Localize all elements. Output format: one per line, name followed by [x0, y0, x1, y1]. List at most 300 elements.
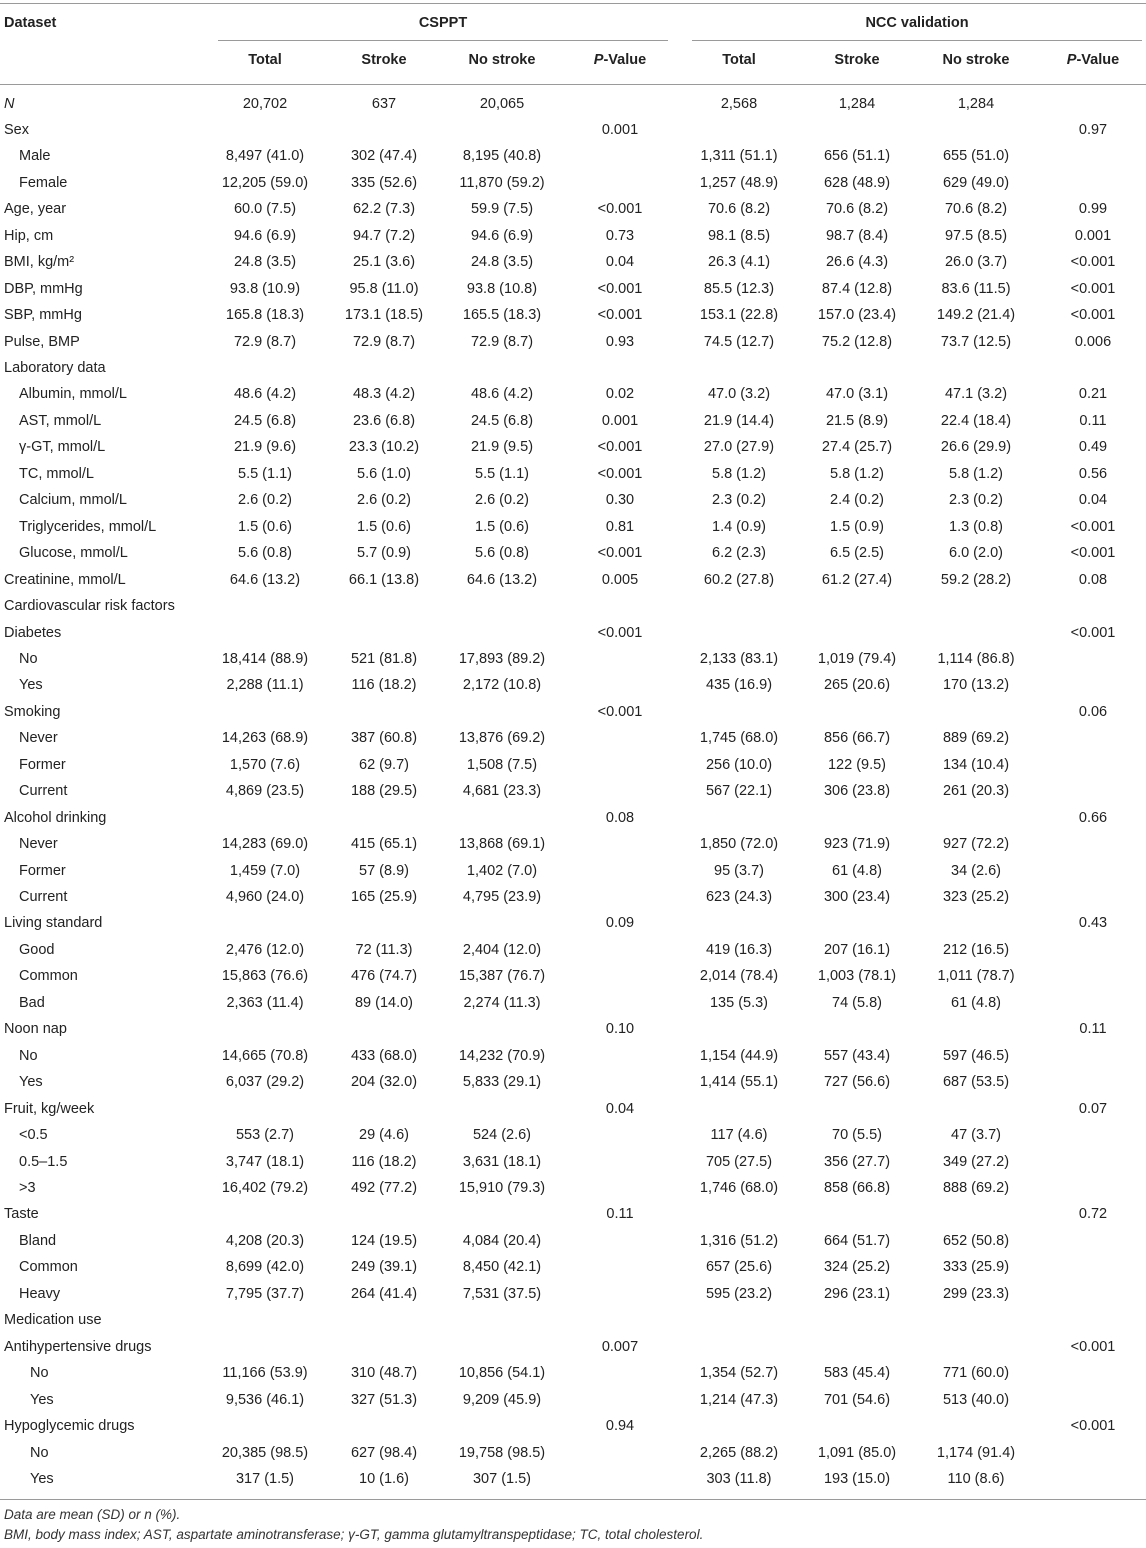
cell-csppt-stroke: 48.3 (4.2): [352, 386, 416, 403]
cell-ncc-p-value: <0.001: [1070, 1418, 1116, 1434]
cell-csppt-p-value: 0.04: [605, 254, 635, 271]
cell-ncc-total: 2,568: [720, 95, 758, 112]
cell-csppt-p-value: 0.02: [605, 386, 635, 403]
cell-csppt-stroke: 335 (52.6): [350, 174, 418, 191]
cell-ncc-stroke: 61.2 (27.4): [821, 571, 893, 588]
cell-csppt-no-stroke: 1,402 (7.0): [466, 862, 538, 879]
cell-ncc-no-stroke: 149.2 (21.4): [936, 307, 1016, 324]
cell-csppt-no-stroke: 8,450 (42.1): [462, 1259, 542, 1276]
cell-ncc-no-stroke: 73.7 (12.5): [940, 333, 1012, 350]
cell-csppt-stroke: 627 (98.4): [350, 1444, 418, 1461]
row-label: Common: [19, 968, 78, 985]
column-header-ncc-p-value: [1034, 50, 1146, 70]
cell-csppt-stroke: 1.5 (0.6): [357, 518, 411, 535]
cell-ncc-stroke: 356 (27.7): [823, 1153, 891, 1170]
cell-csppt-no-stroke: 11,870 (59.2): [459, 174, 545, 191]
cell-ncc-total: 1,316 (51.2): [699, 1232, 779, 1249]
cell-csppt-p-value: 0.001: [601, 412, 639, 429]
row-label: Albumin, mmol/L: [19, 386, 127, 403]
row-label: Antihypertensive drugs: [4, 1338, 152, 1355]
cell-csppt-no-stroke: 72.9 (8.7): [470, 333, 534, 350]
cell-csppt-total: 64.6 (13.2): [229, 571, 301, 588]
cell-csppt-stroke: 29 (4.6): [359, 1127, 409, 1143]
cell-csppt-no-stroke: 2,172 (10.8): [462, 677, 542, 694]
cell-ncc-p-value: <0.001: [1070, 518, 1116, 535]
row-label: Diabetes: [4, 624, 62, 641]
cell-ncc-stroke: 557 (43.4): [823, 1047, 891, 1064]
cell-csppt-total: 2,288 (11.1): [226, 677, 304, 694]
row-label: Bland: [19, 1232, 57, 1249]
cell-ncc-total: 567 (22.1): [705, 783, 773, 800]
p-letter: P: [1066, 52, 1077, 68]
cell-ncc-no-stroke: 1,174 (91.4): [936, 1444, 1016, 1461]
row-label: Good: [19, 941, 55, 958]
cell-ncc-no-stroke: 652 (50.8): [942, 1232, 1010, 1249]
cell-ncc-total: 70.6 (8.2): [707, 201, 771, 218]
row-label: Former: [19, 862, 66, 879]
column-header-csppt-stroke: Stroke: [361, 52, 407, 68]
cell-ncc-no-stroke: 59.2 (28.2): [940, 571, 1012, 588]
row-label: Current: [19, 783, 68, 800]
row-label: Glucose, mmol/L: [19, 545, 128, 562]
cell-ncc-total: 657 (25.6): [705, 1259, 773, 1276]
cell-csppt-total: 24.8 (3.5): [233, 254, 297, 271]
cell-csppt-stroke: 25.1 (3.6): [352, 254, 416, 271]
column-header-csppt-p-value: [561, 50, 679, 70]
cell-csppt-p-value: 0.005: [601, 571, 639, 588]
cell-csppt-no-stroke: 4,084 (20.4): [462, 1232, 542, 1249]
cell-csppt-stroke: 89 (14.0): [354, 994, 414, 1011]
cell-ncc-total: 2,265 (88.2): [699, 1444, 779, 1461]
cell-ncc-p-value: 0.21: [1078, 386, 1108, 403]
row-label: Yes: [19, 677, 43, 694]
cell-ncc-no-stroke: 22.4 (18.4): [940, 412, 1012, 429]
row-label: γ-GT, mmol/L: [19, 439, 106, 456]
cell-ncc-p-value: 0.49: [1078, 439, 1108, 456]
row-label: Living standard: [4, 915, 103, 932]
cell-ncc-no-stroke: 5.8 (1.2): [949, 465, 1003, 482]
row-label: Hypoglycemic drugs: [4, 1418, 135, 1434]
cell-csppt-total: 4,208 (20.3): [225, 1232, 305, 1249]
cell-csppt-total: 12,205 (59.0): [221, 174, 309, 191]
cell-ncc-no-stroke: 513 (40.0): [942, 1391, 1010, 1408]
cell-ncc-no-stroke: 83.6 (11.5): [941, 280, 1011, 297]
cell-csppt-total: 4,960 (24.0): [225, 889, 305, 905]
cell-ncc-no-stroke: 261 (20.3): [942, 783, 1010, 800]
cell-ncc-p-value: 0.006: [1074, 333, 1112, 350]
row-label: Bad: [19, 994, 45, 1011]
cell-ncc-total: 1,214 (47.3): [699, 1391, 779, 1408]
group-rule-csppt: [218, 40, 668, 41]
cell-csppt-no-stroke: 2,274 (11.3): [463, 994, 541, 1011]
cell-ncc-total: 21.9 (14.4): [703, 412, 775, 429]
cell-csppt-total: 2.6 (0.2): [238, 492, 292, 509]
cell-csppt-stroke: 5.6 (1.0): [357, 465, 411, 482]
cell-ncc-p-value: 0.11: [1079, 1021, 1107, 1038]
cell-csppt-no-stroke: 24.5 (6.8): [470, 412, 534, 429]
cell-csppt-total: 5.6 (0.8): [238, 545, 292, 562]
cell-csppt-no-stroke: 2,404 (12.0): [462, 941, 542, 958]
cell-ncc-total: 1,154 (44.9): [699, 1047, 779, 1064]
cell-ncc-stroke: 1.5 (0.9): [830, 518, 884, 535]
cell-ncc-total: 303 (11.8): [706, 1470, 772, 1487]
cell-ncc-no-stroke: 1,114 (86.8): [937, 650, 1015, 667]
row-label: Laboratory data: [4, 360, 106, 376]
cell-csppt-no-stroke: 64.6 (13.2): [466, 571, 538, 588]
cell-csppt-no-stroke: 13,876 (69.2): [458, 730, 546, 747]
cell-csppt-stroke: 72.9 (8.7): [352, 333, 416, 350]
cell-ncc-total: 60.2 (27.8): [703, 571, 775, 588]
cell-ncc-no-stroke: 629 (49.0): [942, 174, 1010, 191]
cell-csppt-total: 72.9 (8.7): [233, 333, 297, 350]
cell-csppt-total: 14,283 (69.0): [221, 836, 309, 853]
cell-ncc-p-value: 0.97: [1078, 122, 1108, 138]
cell-ncc-stroke: 306 (23.8): [823, 783, 891, 800]
cell-ncc-no-stroke: 1,011 (78.7): [937, 968, 1015, 985]
cell-ncc-p-value: 0.72: [1078, 1206, 1108, 1223]
cell-csppt-total: 94.6 (6.9): [233, 227, 297, 244]
cell-csppt-stroke: 124 (19.5): [350, 1232, 418, 1249]
cell-csppt-p-value: <0.001: [597, 201, 643, 218]
cell-ncc-stroke: 122 (9.5): [827, 756, 887, 773]
cell-csppt-stroke: 165 (25.9): [350, 889, 418, 905]
column-header-ncc-stroke: Stroke: [834, 52, 880, 68]
cell-csppt-stroke: 476 (74.7): [350, 968, 418, 985]
row-label: Current: [19, 889, 68, 905]
cell-csppt-total: 5.5 (1.1): [238, 465, 292, 482]
cell-ncc-total: 98.1 (8.5): [707, 227, 771, 244]
cell-ncc-no-stroke: 889 (69.2): [942, 730, 1010, 747]
cell-ncc-stroke: 324 (25.2): [823, 1259, 891, 1276]
cell-csppt-no-stroke: 1.5 (0.6): [475, 518, 529, 535]
cell-ncc-stroke: 1,091 (85.0): [817, 1444, 897, 1461]
row-label: No: [19, 650, 38, 667]
cell-csppt-p-value: <0.001: [597, 703, 643, 720]
cell-csppt-p-value: 0.007: [601, 1338, 639, 1355]
cell-ncc-p-value: <0.001: [1070, 1338, 1116, 1355]
cell-ncc-total: 47.0 (3.2): [707, 386, 771, 403]
cell-csppt-total: 7,795 (37.7): [225, 1285, 305, 1302]
cell-ncc-no-stroke: 771 (60.0): [942, 1365, 1010, 1382]
cell-ncc-total: 705 (27.5): [705, 1153, 773, 1170]
cell-ncc-p-value: 0.07: [1078, 1100, 1108, 1117]
cell-csppt-total: 9,536 (46.1): [225, 1391, 305, 1408]
group-header-csppt: CSPPT: [418, 15, 468, 31]
cell-csppt-no-stroke: 5.5 (1.1): [475, 465, 529, 482]
cell-ncc-p-value: 0.08: [1078, 571, 1108, 588]
cell-ncc-total: 1,354 (52.7): [699, 1365, 779, 1382]
cell-csppt-stroke: 2.6 (0.2): [357, 492, 411, 509]
cell-csppt-p-value: <0.001: [597, 624, 643, 641]
cell-csppt-no-stroke: 13,868 (69.1): [458, 836, 546, 853]
cell-csppt-stroke: 62.2 (7.3): [352, 201, 416, 218]
cell-ncc-p-value: 0.04: [1078, 492, 1108, 509]
cell-csppt-stroke: 327 (51.3): [350, 1391, 418, 1408]
cell-csppt-total: 553 (2.7): [235, 1127, 295, 1143]
cell-csppt-stroke: 204 (32.0): [350, 1074, 418, 1091]
cell-ncc-stroke: 87.4 (12.8): [821, 280, 893, 297]
cell-ncc-no-stroke: 47.1 (3.2): [944, 386, 1008, 403]
cell-ncc-no-stroke: 26.0 (3.7): [944, 254, 1008, 271]
cell-ncc-total: 85.5 (12.3): [703, 280, 775, 297]
cell-ncc-stroke: 98.7 (8.4): [825, 227, 889, 244]
column-header-ncc-no-stroke: No stroke: [942, 52, 1010, 68]
row-label: Calcium, mmol/L: [19, 492, 127, 509]
row-label: Female: [19, 174, 68, 191]
p-suffix: -Value: [1076, 52, 1120, 68]
cell-csppt-total: 8,497 (41.0): [225, 148, 305, 165]
group-header-ncc-validation: NCC validation: [865, 15, 969, 31]
cell-csppt-no-stroke: 15,910 (79.3): [458, 1180, 546, 1196]
row-label: Never: [19, 836, 58, 853]
cell-ncc-no-stroke: 212 (16.5): [942, 941, 1010, 958]
cell-ncc-p-value: <0.001: [1070, 545, 1116, 562]
cell-ncc-stroke: 21.5 (8.9): [825, 412, 889, 429]
cell-ncc-no-stroke: 323 (25.2): [942, 889, 1010, 905]
cell-csppt-total: 11,166 (53.9): [222, 1365, 308, 1382]
cell-csppt-stroke: 23.6 (6.8): [352, 412, 416, 429]
group-rule-ncc: [692, 40, 1142, 41]
cell-csppt-stroke: 72 (11.3): [355, 941, 413, 958]
cell-csppt-p-value: 0.94: [605, 1418, 635, 1434]
cell-csppt-no-stroke: 165.5 (18.3): [462, 307, 542, 324]
p-suffix: -Value: [603, 52, 647, 68]
footnote-2: BMI, body mass index; AST, aspartate aminotransferase; γ-GT, gamma glutamyltranspeptidase; TC, total cholesterol.: [4, 1527, 704, 1542]
column-header-csppt-no-stroke: No stroke: [468, 52, 536, 68]
row-label: Heavy: [19, 1285, 61, 1302]
cell-csppt-total: 2,363 (11.4): [226, 994, 304, 1011]
cell-ncc-no-stroke: 2.3 (0.2): [949, 492, 1003, 509]
cell-ncc-p-value: <0.001: [1070, 280, 1116, 297]
cell-csppt-p-value: 0.30: [605, 492, 635, 509]
top-rule: [0, 3, 1146, 4]
cell-csppt-total: 8,699 (42.0): [225, 1259, 305, 1276]
cell-ncc-stroke: 265 (20.6): [823, 677, 891, 694]
cell-csppt-total: 2,476 (12.0): [225, 941, 305, 958]
cell-ncc-no-stroke: 134 (10.4): [942, 756, 1010, 773]
row-label: Medication use: [4, 1312, 102, 1329]
cell-csppt-stroke: 10 (1.6): [359, 1470, 409, 1487]
cell-csppt-p-value: <0.001: [597, 439, 643, 456]
cell-csppt-total: 15,863 (76.6): [221, 968, 309, 985]
cell-csppt-no-stroke: 9,209 (45.9): [462, 1391, 542, 1408]
cell-csppt-p-value: 0.81: [605, 518, 635, 535]
cell-ncc-stroke: 5.8 (1.2): [830, 465, 884, 482]
cell-ncc-total: 135 (5.3): [709, 994, 769, 1011]
cell-csppt-total: 1,570 (7.6): [229, 756, 301, 773]
cell-ncc-no-stroke: 597 (46.5): [942, 1047, 1010, 1064]
cell-ncc-no-stroke: 47 (3.7): [951, 1127, 1001, 1143]
cell-csppt-no-stroke: 17,893 (89.2): [458, 650, 546, 667]
cell-ncc-total: 2.3 (0.2): [712, 492, 766, 509]
row-label: Fruit, kg/week: [4, 1100, 95, 1117]
cell-ncc-stroke: 923 (71.9): [823, 836, 891, 853]
cell-csppt-stroke: 173.1 (18.5): [344, 307, 424, 324]
cell-csppt-stroke: 415 (65.1): [350, 836, 418, 853]
cell-ncc-total: 2,014 (78.4): [699, 968, 779, 985]
row-label: TC, mmol/L: [19, 465, 94, 482]
cell-csppt-no-stroke: 524 (2.6): [472, 1127, 532, 1143]
row-label: Common: [19, 1259, 78, 1276]
cell-ncc-no-stroke: 110 (8.6): [947, 1470, 1005, 1487]
cell-ncc-stroke: 701 (54.6): [823, 1391, 891, 1408]
cell-csppt-p-value: <0.001: [597, 545, 643, 562]
cell-ncc-no-stroke: 1,284: [957, 95, 995, 112]
cell-ncc-p-value: <0.001: [1070, 624, 1116, 641]
row-label: SBP, mmHg: [4, 307, 82, 324]
cell-ncc-p-value: 0.06: [1078, 703, 1108, 720]
cell-ncc-p-value: 0.66: [1078, 809, 1108, 826]
cell-csppt-total: 16,402 (79.2): [221, 1180, 309, 1196]
cell-ncc-stroke: 61 (4.8): [832, 862, 882, 879]
cell-csppt-p-value: 0.73: [605, 227, 635, 244]
cell-ncc-total: 1,257 (48.9): [699, 174, 779, 191]
cell-csppt-total: 48.6 (4.2): [233, 386, 297, 403]
cell-csppt-p-value: 0.10: [605, 1021, 635, 1038]
cell-csppt-p-value: <0.001: [597, 465, 643, 482]
cell-csppt-stroke: 188 (29.5): [350, 783, 418, 800]
cell-ncc-total: 1,745 (68.0): [699, 730, 779, 747]
cell-csppt-p-value: 0.11: [606, 1206, 634, 1223]
row-label: Triglycerides, mmol/L: [19, 518, 157, 535]
cell-csppt-no-stroke: 7,531 (37.5): [462, 1285, 542, 1302]
cell-csppt-total: 14,263 (68.9): [221, 730, 309, 747]
cell-csppt-total: 165.8 (18.3): [225, 307, 305, 324]
cell-csppt-p-value: 0.08: [605, 809, 635, 826]
cell-ncc-stroke: 296 (23.1): [823, 1285, 891, 1302]
row-label: Age, year: [4, 201, 67, 218]
cell-csppt-no-stroke: 14,232 (70.9): [458, 1047, 546, 1064]
row-label: Sex: [4, 122, 29, 138]
cell-ncc-total: 419 (16.3): [705, 941, 773, 958]
row-label: Creatinine, mmol/L: [4, 571, 126, 588]
row-label: Male: [19, 148, 51, 165]
cell-csppt-stroke: 521 (81.8): [350, 650, 418, 667]
cell-csppt-no-stroke: 48.6 (4.2): [470, 386, 534, 403]
cell-ncc-total: 1,746 (68.0): [699, 1180, 779, 1196]
cell-ncc-total: 5.8 (1.2): [712, 465, 766, 482]
cell-ncc-no-stroke: 1.3 (0.8): [949, 518, 1003, 535]
cell-csppt-total: 20,702: [242, 95, 288, 112]
cell-csppt-total: 60.0 (7.5): [233, 201, 297, 218]
dataset-header: Dataset: [4, 15, 57, 31]
cell-csppt-no-stroke: 8,195 (40.8): [462, 148, 542, 165]
cell-csppt-no-stroke: 94.6 (6.9): [470, 227, 534, 244]
cell-ncc-stroke: 47.0 (3.1): [825, 386, 889, 403]
cell-ncc-total: 1,414 (55.1): [699, 1074, 779, 1091]
cell-csppt-stroke: 249 (39.1): [350, 1259, 418, 1276]
row-label: AST, mmol/L: [19, 412, 102, 429]
cell-ncc-no-stroke: 97.5 (8.5): [944, 227, 1008, 244]
cell-ncc-stroke: 157.0 (23.4): [817, 307, 897, 324]
cell-csppt-stroke: 116 (18.2): [351, 1153, 417, 1170]
cell-csppt-total: 4,869 (23.5): [225, 783, 305, 800]
cell-ncc-no-stroke: 26.6 (29.9): [940, 439, 1012, 456]
cell-ncc-stroke: 1,003 (78.1): [817, 968, 897, 985]
header-rule: [0, 84, 1146, 85]
row-label: BMI, kg/m²: [4, 254, 75, 271]
cell-csppt-stroke: 310 (48.7): [350, 1365, 418, 1382]
cell-ncc-total: 95 (3.7): [714, 862, 764, 879]
cell-csppt-stroke: 94.7 (7.2): [352, 227, 416, 244]
row-label: <0.5: [19, 1127, 48, 1143]
row-label: >3: [19, 1180, 36, 1196]
row-label: N: [4, 95, 15, 112]
cell-ncc-no-stroke: 70.6 (8.2): [944, 201, 1008, 218]
cell-ncc-p-value: <0.001: [1070, 307, 1116, 324]
cell-csppt-no-stroke: 2.6 (0.2): [475, 492, 529, 509]
cell-csppt-stroke: 5.7 (0.9): [357, 545, 411, 562]
row-label: Hip, cm: [4, 227, 54, 244]
cell-csppt-stroke: 57 (8.9): [359, 862, 409, 879]
cell-csppt-p-value: 0.001: [601, 122, 639, 138]
cell-csppt-total: 1,459 (7.0): [229, 862, 301, 879]
cell-ncc-p-value: 0.43: [1078, 915, 1108, 932]
cell-ncc-stroke: 193 (15.0): [823, 1470, 891, 1487]
cell-csppt-total: 24.5 (6.8): [233, 412, 297, 429]
cell-ncc-stroke: 70 (5.5): [832, 1127, 882, 1143]
row-label: Yes: [19, 1074, 43, 1091]
cell-csppt-total: 6,037 (29.2): [225, 1074, 305, 1091]
cell-csppt-no-stroke: 10,856 (54.1): [458, 1365, 546, 1382]
cell-csppt-stroke: 62 (9.7): [359, 756, 409, 773]
bottom-rule: [0, 1499, 1146, 1500]
cell-csppt-stroke: 116 (18.2): [351, 677, 417, 694]
cell-ncc-total: 27.0 (27.9): [703, 439, 775, 456]
cell-ncc-stroke: 300 (23.4): [823, 889, 891, 905]
cell-csppt-stroke: 264 (41.4): [350, 1285, 418, 1302]
cell-ncc-stroke: 628 (48.9): [823, 174, 891, 191]
row-label: No: [30, 1444, 49, 1461]
cell-csppt-stroke: 66.1 (13.8): [348, 571, 420, 588]
cell-csppt-p-value: 0.93: [605, 333, 635, 350]
cell-ncc-stroke: 207 (16.1): [823, 941, 891, 958]
cell-csppt-no-stroke: 4,681 (23.3): [462, 783, 542, 800]
cell-ncc-no-stroke: 687 (53.5): [942, 1074, 1010, 1091]
cell-ncc-stroke: 858 (66.8): [823, 1180, 891, 1196]
cell-ncc-no-stroke: 170 (13.2): [942, 677, 1010, 694]
cell-ncc-p-value: 0.99: [1078, 201, 1108, 218]
cell-csppt-total: 20,385 (98.5): [221, 1444, 309, 1461]
cell-csppt-stroke: 433 (68.0): [350, 1047, 418, 1064]
cell-csppt-no-stroke: 5,833 (29.1): [462, 1074, 542, 1091]
cell-csppt-stroke: 637: [371, 95, 397, 112]
cell-ncc-stroke: 583 (45.4): [823, 1365, 891, 1382]
cell-ncc-total: 1,850 (72.0): [699, 836, 779, 853]
cell-csppt-total: 3,747 (18.1): [225, 1153, 305, 1170]
column-header-csppt-total: Total: [248, 52, 282, 68]
cell-ncc-no-stroke: 34 (2.6): [951, 862, 1001, 879]
cell-csppt-no-stroke: 24.8 (3.5): [470, 254, 534, 271]
cell-ncc-no-stroke: 6.0 (2.0): [949, 545, 1003, 562]
cell-ncc-stroke: 856 (66.7): [823, 730, 891, 747]
cell-csppt-p-value: <0.001: [597, 280, 643, 297]
cell-csppt-stroke: 95.8 (11.0): [349, 280, 419, 297]
cell-csppt-no-stroke: 59.9 (7.5): [470, 201, 534, 218]
row-label: No: [30, 1365, 49, 1382]
cell-csppt-stroke: 492 (77.2): [350, 1180, 418, 1196]
cell-csppt-no-stroke: 15,387 (76.7): [458, 968, 546, 985]
cell-ncc-total: 1.4 (0.9): [712, 518, 766, 535]
cell-ncc-total: 256 (10.0): [705, 756, 773, 773]
cell-ncc-total: 435 (16.9): [705, 677, 773, 694]
cell-csppt-stroke: 387 (60.8): [350, 730, 418, 747]
cell-csppt-no-stroke: 307 (1.5): [472, 1470, 532, 1487]
row-label: Yes: [30, 1470, 54, 1487]
cell-ncc-p-value: <0.001: [1070, 254, 1116, 271]
row-label: Never: [19, 730, 58, 747]
row-label: Taste: [4, 1206, 39, 1223]
